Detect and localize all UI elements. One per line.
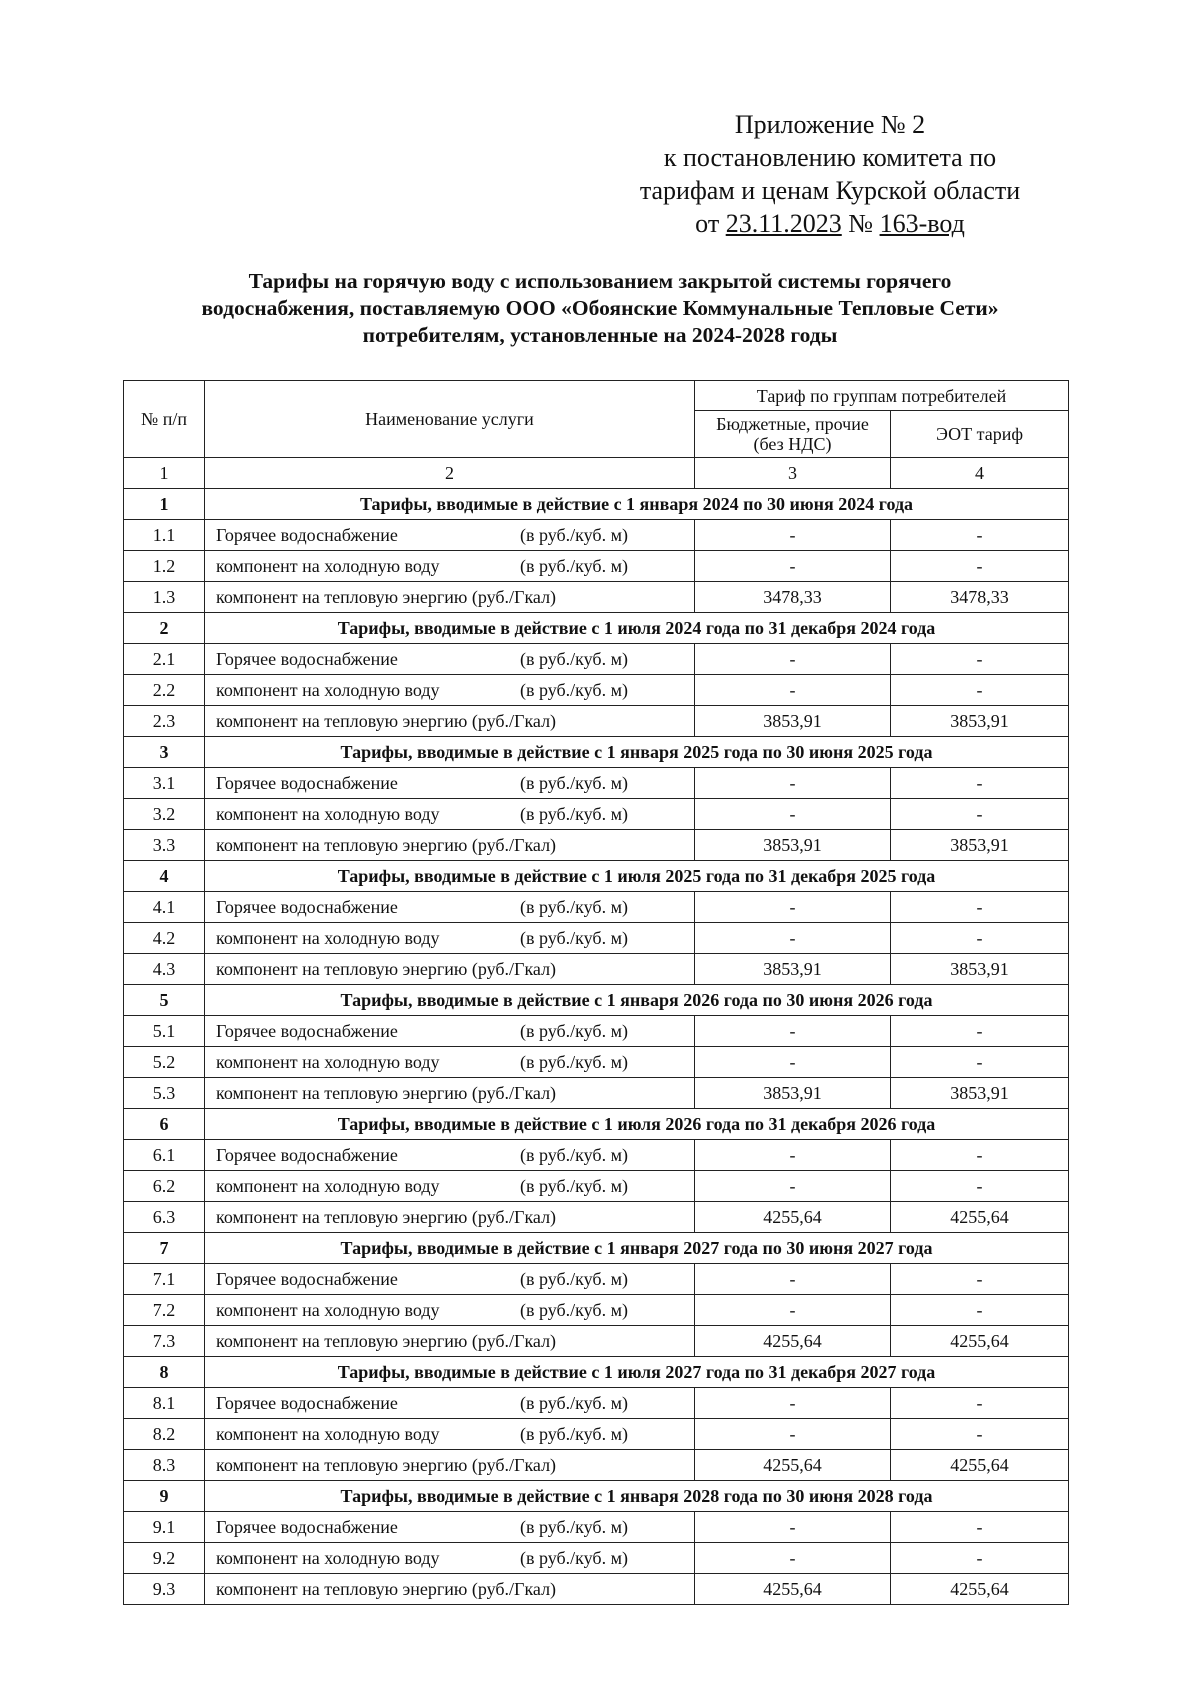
service-unit: (в руб./куб. м): [520, 1300, 628, 1320]
service-name: Горячее водоснабжение: [216, 1517, 398, 1537]
service-unit: (в руб./куб. м): [520, 1176, 628, 1196]
table-row: [124, 644, 1069, 675]
eot-tariff-value: -: [891, 1295, 1069, 1326]
table-row: [124, 1078, 1069, 1109]
section-number: 3: [124, 737, 205, 768]
column-number: 3: [695, 458, 891, 489]
eot-tariff-value: 4255,64: [891, 1326, 1069, 1357]
service-name-wrap: [211, 650, 688, 668]
service-cell: [205, 1450, 695, 1481]
service-name-wrap: [211, 1084, 688, 1102]
budget-tariff-value: -: [695, 768, 891, 799]
tariff-table: [123, 380, 1069, 1605]
service-name: компонент на тепловую энергию (руб./Гкал): [216, 1455, 557, 1475]
service-cell: [205, 1264, 695, 1295]
table-row: [124, 520, 1069, 551]
service-name: компонент на тепловую энергию (руб./Гкал): [216, 1579, 557, 1599]
table-row: [124, 1450, 1069, 1481]
table-row: [124, 1543, 1069, 1574]
eot-tariff-value: -: [891, 520, 1069, 551]
row-number: 4.2: [124, 923, 205, 954]
service-cell: [205, 954, 695, 985]
row-number: 3.3: [124, 830, 205, 861]
section-title: Тарифы, вводимые в действие с 1 января 2026 года по 30 июня 2026 года: [205, 985, 1069, 1016]
budget-tariff-value: 4255,64: [695, 1450, 891, 1481]
eot-tariff-value: -: [891, 675, 1069, 706]
service-name-wrap: [211, 1394, 688, 1412]
table-row: [124, 1171, 1069, 1202]
section-number: 1: [124, 489, 205, 520]
budget-tariff-value: -: [695, 1388, 891, 1419]
section-title: Тарифы, вводимые в действие с 1 июля 2024 года по 31 декабря 2024 года: [205, 613, 1069, 644]
eot-tariff-value: -: [891, 1543, 1069, 1574]
service-unit: (в руб./куб. м): [520, 556, 628, 576]
service-unit: (в руб./куб. м): [520, 1424, 628, 1444]
service-name-wrap: [211, 712, 688, 730]
table-row: [124, 582, 1069, 613]
row-number: 6.1: [124, 1140, 205, 1171]
service-unit: (в руб./куб. м): [520, 1021, 628, 1041]
service-name: компонент на тепловую энергию (руб./Гкал): [216, 711, 557, 731]
budget-tariff-value: 4255,64: [695, 1326, 891, 1357]
eot-tariff-value: -: [891, 1047, 1069, 1078]
service-unit: (в руб./куб. м): [520, 928, 628, 948]
budget-tariff-value: -: [695, 799, 891, 830]
table-row: [124, 799, 1069, 830]
eot-tariff-value: -: [891, 644, 1069, 675]
date-prefix: от: [695, 209, 720, 238]
service-name-wrap: [211, 1208, 688, 1226]
row-number: 5.1: [124, 1016, 205, 1047]
service-cell: [205, 582, 695, 613]
eot-tariff-value: -: [891, 923, 1069, 954]
budget-tariff-value: -: [695, 644, 891, 675]
service-name-wrap: [211, 588, 688, 606]
budget-tariff-value: 3853,91: [695, 954, 891, 985]
service-unit: (в руб./куб. м): [520, 525, 628, 545]
row-number: 9.3: [124, 1574, 205, 1605]
section-row: [124, 1109, 1069, 1140]
budget-tariff-value: -: [695, 1419, 891, 1450]
title-line-3: потребителям, установленные на 2024-2028 годы: [362, 323, 838, 347]
budget-tariff-value: -: [695, 675, 891, 706]
title-line-1: Тарифы на горячую воду с использованием закрытой системы горячего: [248, 269, 952, 293]
appendix-line-2: к постановлению комитета по: [663, 143, 997, 172]
column-number: 1: [124, 458, 205, 489]
service-cell: [205, 1202, 695, 1233]
row-number: 8.1: [124, 1388, 205, 1419]
row-number: 4.1: [124, 892, 205, 923]
service-unit: (в руб./куб. м): [520, 1145, 628, 1165]
service-name: Горячее водоснабжение: [216, 1145, 398, 1165]
number-sign: №: [848, 209, 874, 238]
appendix-number: Приложение № 2: [734, 110, 926, 139]
service-name: компонент на холодную воду: [216, 928, 440, 948]
document-title: [120, 268, 1080, 349]
service-unit: (в руб./куб. м): [520, 1517, 628, 1537]
service-cell: [205, 675, 695, 706]
service-name-wrap: [211, 1053, 688, 1071]
budget-tariff-value: -: [695, 520, 891, 551]
section-row: [124, 1233, 1069, 1264]
eot-tariff-value: 3853,91: [891, 830, 1069, 861]
service-cell: [205, 1419, 695, 1450]
service-name-wrap: [211, 1549, 688, 1567]
section-title: Тарифы, вводимые в действие с 1 января 2025 года по 30 июня 2025 года: [205, 737, 1069, 768]
service-name-wrap: [211, 898, 688, 916]
eot-tariff-value: 3478,33: [891, 582, 1069, 613]
eot-tariff-value: -: [891, 551, 1069, 582]
appendix-header: [560, 108, 1100, 240]
budget-tariff-value: -: [695, 1295, 891, 1326]
service-name: Горячее водоснабжение: [216, 649, 398, 669]
service-cell: [205, 892, 695, 923]
table-row: [124, 1295, 1069, 1326]
eot-tariff-value: 4255,64: [891, 1202, 1069, 1233]
service-name-wrap: [211, 1146, 688, 1164]
table-row: [124, 923, 1069, 954]
table-row: [124, 1202, 1069, 1233]
service-name-wrap: [211, 1425, 688, 1443]
service-name-wrap: [211, 836, 688, 854]
row-number: 3.2: [124, 799, 205, 830]
service-name-wrap: [211, 960, 688, 978]
service-name: Горячее водоснабжение: [216, 525, 398, 545]
service-cell: [205, 1016, 695, 1047]
section-number: 6: [124, 1109, 205, 1140]
service-cell: [205, 520, 695, 551]
service-cell: [205, 799, 695, 830]
eot-tariff-value: -: [891, 1512, 1069, 1543]
service-name-wrap: [211, 1332, 688, 1350]
budget-tariff-value: -: [695, 1512, 891, 1543]
row-number: 6.3: [124, 1202, 205, 1233]
section-number: 9: [124, 1481, 205, 1512]
service-name: компонент на тепловую энергию (руб./Гкал): [216, 1331, 557, 1351]
service-unit: (в руб./куб. м): [520, 1052, 628, 1072]
service-unit: (в руб./куб. м): [520, 1393, 628, 1413]
budget-tariff-value: 3853,91: [695, 1078, 891, 1109]
budget-tariff-value: -: [695, 551, 891, 582]
row-number: 1.1: [124, 520, 205, 551]
service-cell: [205, 1543, 695, 1574]
service-name-wrap: [211, 774, 688, 792]
eot-tariff-value: -: [891, 1171, 1069, 1202]
service-name-wrap: [211, 1301, 688, 1319]
row-number: 1.3: [124, 582, 205, 613]
service-name: компонент на холодную воду: [216, 680, 440, 700]
service-unit: (в руб./куб. м): [520, 1548, 628, 1568]
header-consumer-groups: Тариф по группам потребителей: [695, 381, 1069, 411]
service-name: компонент на тепловую энергию (руб./Гкал): [216, 835, 557, 855]
service-name-wrap: [211, 557, 688, 575]
section-title: Тарифы, вводимые в действие с 1 июля 2025 года по 31 декабря 2025 года: [205, 861, 1069, 892]
row-number: 3.1: [124, 768, 205, 799]
header-no: № п/п: [124, 381, 205, 458]
eot-tariff-value: 4255,64: [891, 1450, 1069, 1481]
table-row: [124, 1512, 1069, 1543]
title-line-2: водоснабжения, поставляемую ООО «Обоянские Коммунальные Тепловые Сети»: [201, 296, 999, 320]
table-row: [124, 706, 1069, 737]
section-number: 2: [124, 613, 205, 644]
service-cell: [205, 1295, 695, 1326]
table-header-row: [124, 381, 1069, 411]
service-unit: (в руб./куб. м): [520, 897, 628, 917]
resolution-date: 23.11.2023: [725, 209, 842, 238]
service-unit: (в руб./куб. м): [520, 804, 628, 824]
section-title: Тарифы, вводимые в действие с 1 июля 2027 года по 31 декабря 2027 года: [205, 1357, 1069, 1388]
table-row: [124, 1326, 1069, 1357]
table-row: [124, 1419, 1069, 1450]
row-number: 2.2: [124, 675, 205, 706]
table-row: [124, 892, 1069, 923]
service-name-wrap: [211, 681, 688, 699]
service-name: компонент на холодную воду: [216, 1548, 440, 1568]
budget-tariff-value: 3478,33: [695, 582, 891, 613]
budget-tariff-value: -: [695, 1171, 891, 1202]
budget-tariff-value: -: [695, 1047, 891, 1078]
service-name: Горячее водоснабжение: [216, 773, 398, 793]
service-cell: [205, 1047, 695, 1078]
section-title: Тарифы, вводимые в действие с 1 января 2027 года по 30 июня 2027 года: [205, 1233, 1069, 1264]
row-number: 2.3: [124, 706, 205, 737]
eot-tariff-value: 3853,91: [891, 706, 1069, 737]
table-row: [124, 954, 1069, 985]
row-number: 5.3: [124, 1078, 205, 1109]
section-row: [124, 1357, 1069, 1388]
service-name: компонент на холодную воду: [216, 1300, 440, 1320]
eot-tariff-value: -: [891, 799, 1069, 830]
service-name-wrap: [211, 1518, 688, 1536]
service-cell: [205, 830, 695, 861]
row-number: 4.3: [124, 954, 205, 985]
service-unit: (в руб./куб. м): [520, 680, 628, 700]
column-number: 2: [205, 458, 695, 489]
table-row: [124, 551, 1069, 582]
service-unit: (в руб./куб. м): [520, 773, 628, 793]
row-number: 7.1: [124, 1264, 205, 1295]
budget-tariff-value: 4255,64: [695, 1202, 891, 1233]
service-name: компонент на тепловую энергию (руб./Гкал): [216, 1083, 557, 1103]
column-number-row: [124, 458, 1069, 489]
service-unit: (в руб./куб. м): [520, 1269, 628, 1289]
section-row: [124, 985, 1069, 1016]
table-row: [124, 1047, 1069, 1078]
service-name: компонент на тепловую энергию (руб./Гкал): [216, 959, 557, 979]
tariff-table-body: [124, 381, 1069, 1605]
section-row: [124, 613, 1069, 644]
service-name: компонент на тепловую энергию (руб./Гкал): [216, 587, 557, 607]
table-row: [124, 1264, 1069, 1295]
row-number: 9.2: [124, 1543, 205, 1574]
service-name-wrap: [211, 1580, 688, 1598]
header-eot-tariff: ЭОТ тариф: [891, 411, 1069, 458]
budget-tariff-value: -: [695, 1140, 891, 1171]
eot-tariff-value: 3853,91: [891, 1078, 1069, 1109]
header-service-name: Наименование услуги: [205, 381, 695, 458]
eot-tariff-value: -: [891, 1264, 1069, 1295]
budget-tariff-value: 4255,64: [695, 1574, 891, 1605]
row-number: 5.2: [124, 1047, 205, 1078]
table-row: [124, 830, 1069, 861]
column-number: 4: [891, 458, 1069, 489]
table-row: [124, 1388, 1069, 1419]
service-cell: [205, 1171, 695, 1202]
service-name-wrap: [211, 526, 688, 544]
service-name-wrap: [211, 929, 688, 947]
table-row: [124, 1140, 1069, 1171]
row-number: 1.2: [124, 551, 205, 582]
service-name-wrap: [211, 1022, 688, 1040]
row-number: 8.2: [124, 1419, 205, 1450]
section-number: 4: [124, 861, 205, 892]
service-cell: [205, 923, 695, 954]
table-row: [124, 1016, 1069, 1047]
eot-tariff-value: -: [891, 892, 1069, 923]
table-row: [124, 1574, 1069, 1605]
section-row: [124, 489, 1069, 520]
service-name: компонент на холодную воду: [216, 1052, 440, 1072]
service-name: компонент на холодную воду: [216, 556, 440, 576]
eot-tariff-value: 3853,91: [891, 954, 1069, 985]
service-name-wrap: [211, 805, 688, 823]
header-budget-other: Бюджетные, прочие (без НДС): [695, 411, 891, 458]
row-number: 7.3: [124, 1326, 205, 1357]
row-number: 2.1: [124, 644, 205, 675]
row-number: 6.2: [124, 1171, 205, 1202]
eot-tariff-value: -: [891, 1388, 1069, 1419]
service-cell: [205, 1388, 695, 1419]
budget-tariff-value: -: [695, 1264, 891, 1295]
budget-tariff-value: 3853,91: [695, 706, 891, 737]
section-row: [124, 1481, 1069, 1512]
service-cell: [205, 1574, 695, 1605]
budget-tariff-value: -: [695, 892, 891, 923]
eot-tariff-value: -: [891, 1016, 1069, 1047]
service-name-wrap: [211, 1270, 688, 1288]
eot-tariff-value: -: [891, 768, 1069, 799]
eot-tariff-value: 4255,64: [891, 1574, 1069, 1605]
service-name: Горячее водоснабжение: [216, 1021, 398, 1041]
service-name: компонент на холодную воду: [216, 804, 440, 824]
service-name-wrap: [211, 1177, 688, 1195]
service-cell: [205, 706, 695, 737]
appendix-line-3: тарифам и ценам Курской области: [639, 176, 1021, 205]
service-name: компонент на холодную воду: [216, 1424, 440, 1444]
row-number: 7.2: [124, 1295, 205, 1326]
section-title: Тарифы, вводимые в действие с 1 января 2028 года по 30 июня 2028 года: [205, 1481, 1069, 1512]
service-cell: [205, 768, 695, 799]
eot-tariff-value: -: [891, 1419, 1069, 1450]
service-name: Горячее водоснабжение: [216, 897, 398, 917]
budget-tariff-value: -: [695, 1016, 891, 1047]
service-cell: [205, 1326, 695, 1357]
section-title: Тарифы, вводимые в действие с 1 июля 2026 года по 31 декабря 2026 года: [205, 1109, 1069, 1140]
resolution-number: 163-вод: [879, 209, 965, 238]
table-row: [124, 768, 1069, 799]
section-title: Тарифы, вводимые в действие с 1 января 2024 по 30 июня 2024 года: [205, 489, 1069, 520]
service-name-wrap: [211, 1456, 688, 1474]
section-number: 5: [124, 985, 205, 1016]
section-row: [124, 861, 1069, 892]
service-name: Горячее водоснабжение: [216, 1269, 398, 1289]
budget-tariff-value: 3853,91: [695, 830, 891, 861]
service-name: компонент на холодную воду: [216, 1176, 440, 1196]
row-number: 9.1: [124, 1512, 205, 1543]
section-number: 7: [124, 1233, 205, 1264]
service-cell: [205, 644, 695, 675]
eot-tariff-value: -: [891, 1140, 1069, 1171]
appendix-date-line: [560, 207, 1100, 240]
service-name: компонент на тепловую энергию (руб./Гкал): [216, 1207, 557, 1227]
service-cell: [205, 1078, 695, 1109]
service-name: Горячее водоснабжение: [216, 1393, 398, 1413]
budget-tariff-value: -: [695, 923, 891, 954]
row-number: 8.3: [124, 1450, 205, 1481]
budget-tariff-value: -: [695, 1543, 891, 1574]
service-cell: [205, 551, 695, 582]
service-cell: [205, 1140, 695, 1171]
service-cell: [205, 1512, 695, 1543]
section-number: 8: [124, 1357, 205, 1388]
service-unit: (в руб./куб. м): [520, 649, 628, 669]
table-row: [124, 675, 1069, 706]
section-row: [124, 737, 1069, 768]
